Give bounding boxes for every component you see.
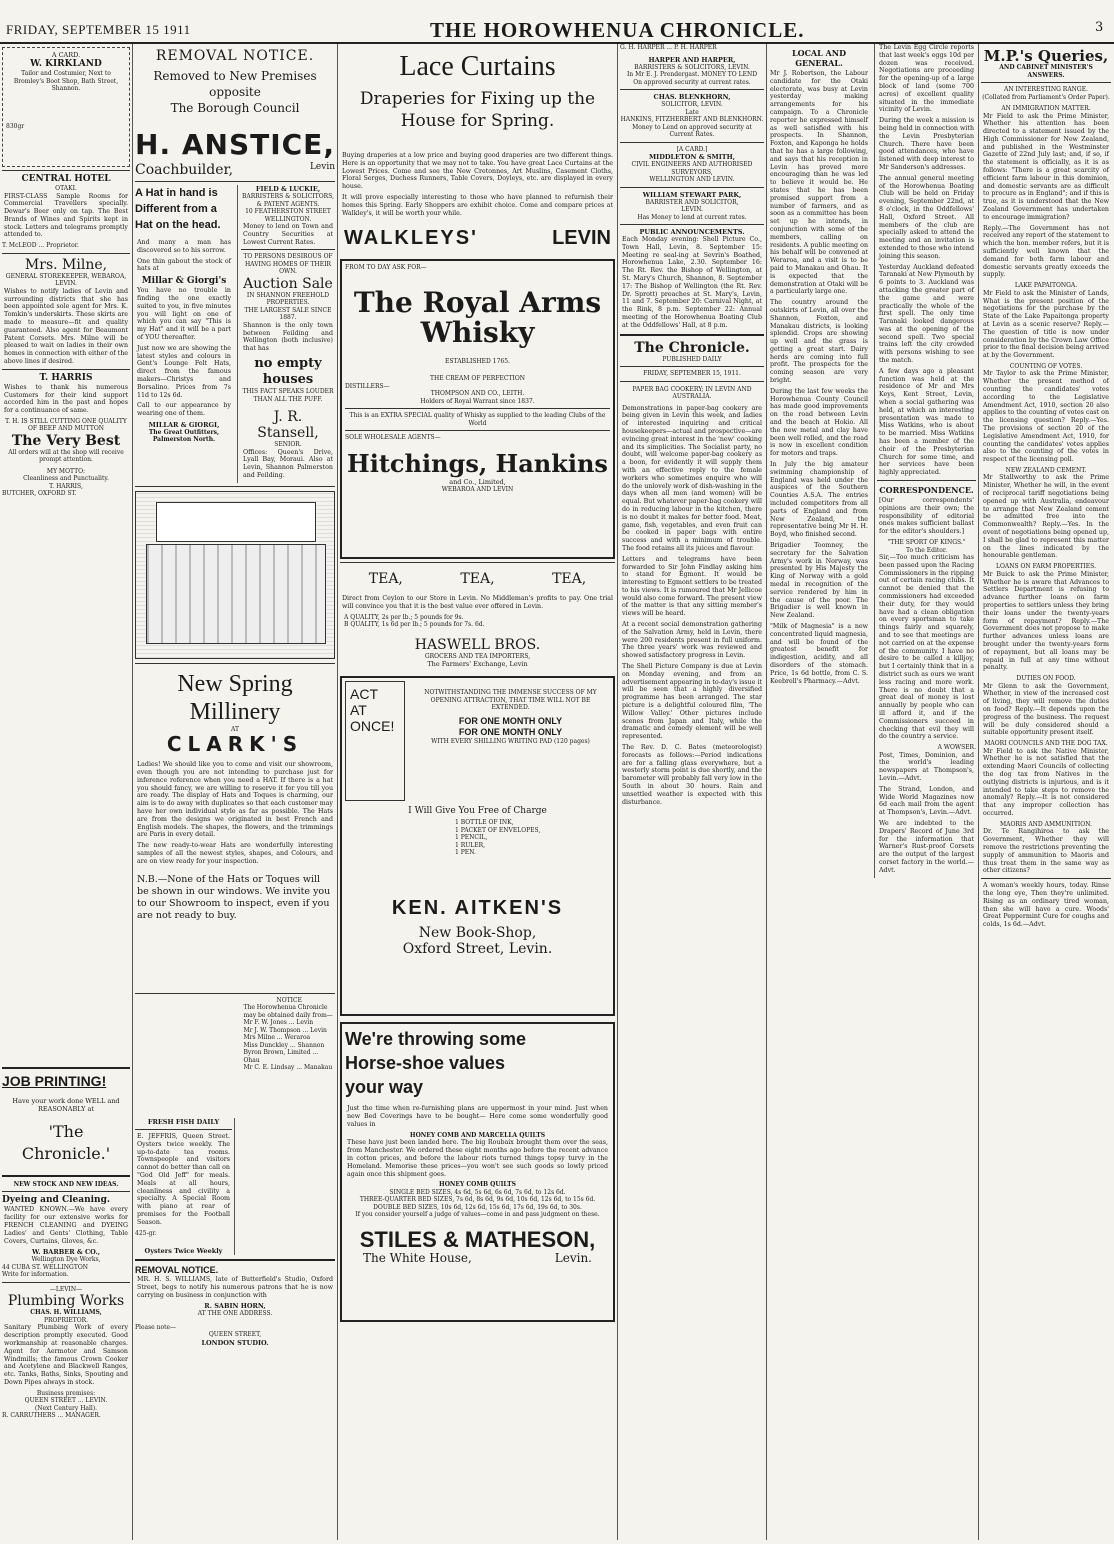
hotel-title: CENTRAL HOTEL [21, 174, 111, 184]
hat-signature: MILLAR & GIORGI, [148, 420, 220, 429]
act-give: I Will Give You Free of Charge [408, 806, 547, 817]
act-at-once [350, 686, 400, 734]
anstice-name: H. ANSTICE, [135, 128, 335, 161]
plumbing-manager: R. CARRUTHERS ... MANAGER. [2, 1412, 101, 1420]
haswell-bros: HASWELL BROS. [414, 636, 541, 653]
chronicle-title: The Chronicle. [634, 339, 750, 356]
lace-body-2: It will prove especially interesting to those who have planned to refurnish their homes this Spring. Early Shoppers are exhibit choice. Come and compare prices at Walkley's, it will be worth your while. [342, 193, 613, 217]
horse-line-3: your way [345, 1077, 424, 1098]
blenkhorn-money: Money to Lend on approved security at Current Rates. [632, 123, 752, 138]
public-announcements-body: Each Monday evening: Shell Picture Co., Town Hall, Levin, 8. September 15: Meeting re seal-ing at Sevrin's Boathed, Horowhenua Lake, 2.30. September 16: The Rt. Rev. the Bishop of Wellington, at St. Mary's Church, Shannon, 8. September 17: The Bishop of Wellington (the Rt. Rev. Dr. Sprott) preaches at St. Mary's, Levin, 11 and 7. September 20: Carnival Night, at the Rink, 8 p.m. September 22: Annual meeting of the Horowhenua Boating Club at the Oddfellows' Hall, at 8 p.m. [622, 236, 762, 329]
agent-6: Mr C. E. Lindsay ... Manakau [243, 1064, 333, 1072]
card-body: Tailor and Costumier, Next to Bromley's Boot Shop, Bath Street, Shannon. [13, 70, 119, 92]
blenkhorn-title: CHAS. BLENKHORN, [653, 93, 731, 101]
anstice-trade: Coachbuilder, [135, 162, 234, 178]
honey2-single: SINGLE BED SIZES, 4s 6d, 5s 6d, 6s 6d, 7s 6d, to 12s 6d. [389, 1188, 566, 1196]
local-body-11: "Milk of Magnesia" is a new concentrated liquid magnesia, and will be found of the greatest benefit for indigestion, acidity, and all disorders of the stomach. Price, 1s 6d bottle, from C. S. Keebrell's Pharmacy.—Advt. [770, 622, 868, 685]
chronicle-published: PUBLISHED DAILY [662, 355, 722, 363]
agents-list [243, 1019, 335, 1072]
millinery-title: New Spring Millinery [177, 670, 293, 725]
auction-largest: THE LARGEST SALE SINCE 1887. [244, 306, 332, 322]
auction-subtitle: IN SHANNON FREEHOLD PROPERTIES. [246, 291, 330, 307]
paperbag-body: Demonstrations in paper-bag cookery are being given in Levin this week, and ladies of interested inquiring and critical housekeepers—actual and prospective—are evincing great interest in the 'new' cooking and its simplicities. The Socialist party, no doubt, will welcome paper-bag cookery as a boon, for evidently it will supply them with an effective reply to the female workers who sometimes enquire who will do the unlovely work of dish-washing in the days when all men (and women) will be equal. But whatever paper-bag cookery will do in reducing labour in the kitchen, there is no doubt it makes for better food. Meat, game, fish, vegetables, and even fruit can be cooked in paper bags with entire success and with a minimum of trouble. The food retains all its juices and flavour. [622, 404, 762, 552]
maori-body: Mr Field to ask the Native Minister, Whether he is not satisfied that the extending Maori Councils of collecting the dog tax from Natives in the outlying districts is injurious, and is it intended to take steps to remove the anomaly? Reply.—It is not considered that any improper collection has occurred. [983, 747, 1109, 818]
fresh-fish-body: E. JEFFRIS, Queen Street. Oysters twice weekly. The up-to-date tea rooms. Townspeople and visitors cannot do better than call on "God Old Jeff" for meals. Meals at all hours, cleanliness and civility a specialty. A Special Room with piano at rear of premises for the Football Season. [137, 1133, 230, 1226]
cabinet-answers: AND CABINET MINISTER'S ANSWERS. [999, 64, 1093, 79]
hat-signature-3: Palmerston North. [152, 436, 216, 444]
harris-address: BUTCHER, OXFORD ST. [2, 490, 77, 498]
plumbing-body: Sanitary Plumbing Work of every description promptly executed. Good workmanship at reasonable charges. Agent for Aermotor and Samson Windmills; the famous Crown Cooker and Acetylene and Blackwell Ranges, etc. Tanks, Baths, Sinks, Spouting and Down Pipes always in stock. [4, 1324, 128, 1386]
newspaper-title: THE HOROWHENUA CHRONICLE. [430, 18, 805, 42]
horse-line-2: Horse-shoe values [345, 1053, 506, 1074]
stansell-name: J. R. Stansell, [257, 409, 319, 442]
to-the-editor: To the Editor. [905, 546, 948, 554]
card-code: 830gr [6, 122, 25, 130]
royal-warrant: Holders of Royal Warrant since 1837. [420, 397, 535, 405]
local-body-3: During the week a mission is being held in connection with the Levin Presbyterian Church. There have been good attendances, who have listened with deep interest to Mr Sanderson's addresses. [879, 117, 974, 171]
new-stock-title: NEW STOCK AND NEW IDEAS. [13, 1180, 119, 1188]
sole-agents: SOLE WHOLESALE AGENTS— [345, 434, 441, 442]
haswell-address: The Farmers' Exchange, Levin [427, 660, 528, 669]
barber-write: Write for information. [2, 1271, 69, 1279]
horse-line-1: We're throwing some [345, 1029, 526, 1050]
harris-orders: All orders will at the shop will receive prompt attention. [8, 448, 124, 464]
agent-3: Mrs Milne ... Weraroa [243, 1034, 311, 1042]
tea-body: Direct from Ceylon to our Store in Levin. No Middleman's profits to pay. One trial will convince you that it is the best value ever offered in Levin. [342, 595, 613, 611]
job-printing-body: Have your work done WELL and REASONABLY at [12, 1096, 120, 1113]
blenkhorn-late: Late [685, 108, 699, 116]
harris-motto-text: Cleanliness and Punctuality. [23, 475, 109, 483]
field-luckie-ad [237, 185, 335, 483]
stewart-town: LEVIN. [681, 206, 703, 213]
counting-body: Mr Taylor to ask the Prime Minister, Whether the present method of counting the candidates' votes according to the Legislative Amendment Act, 1910, section 20 also applies to the counting of votes cast on the licensing question? Reply.—Yes. The provisions of section 20 of the Legislative Amendment Act, 1910, for counting the candidates' votes applies also to the counting of the votes in respect of the licensing poll. [983, 370, 1109, 464]
lace-body: Buying draperies at a low price and buying good draperies are two different things. Here is an opportunity that we may not to take. You have great Lace Curtains at the Lowest Prices. Come and see the New Cretonnes, Art Muslins, Casement Cloths, Floral Serges, Duchess Runners, Table Covers, Doyleys, etc. are displayed in every house. [342, 152, 613, 191]
correspondence-note: [Our correspondents' opinions are their own; the responsibility of editorial ones makes sufficient ballast for the editor's shoulders.] [879, 497, 974, 536]
paperbag-title: PAPER BAG COOKERY; IN LEVIN AND AUSTRALIA. [632, 385, 752, 401]
harris-line: T. H. IS STILL CUTTING ONE QUALITY OF BEEF AND MUTTON [5, 417, 127, 433]
local-body-5: The country around the outskirts of Levin, all over the Shannon, Foxton, and Manakau districts, is looking splendid. Crops are showing up well and the grass is getting a great start. Dairy herds are coming into full profit. The prospects for the coming season are very bright. [770, 299, 868, 385]
sport-of-kings: "THE SPORT OF KINGS." [887, 539, 966, 547]
hotel-signature: T. McLEOD ... Proprietor. [2, 242, 79, 250]
free-item-3: 1 PENCIL, [455, 834, 488, 842]
walkleys-name: WALKLEYS' [344, 227, 478, 250]
honey2-double: DOUBLE BED SIZES, 10s 6d, 12s 6d, 15s 6d, 17s 6d, 19s 6d, to 30s. [373, 1203, 582, 1211]
milne-body: Wishes to notify ladies of Levin and surrounding districts that she has been appointed sole agent for Mrs. K. Tomkin's underskirts. These skirts are made to measure—fit and quality guaranteed. Also agent for Beaumont Patent Corsets. Mrs. Milne will be pleased to wait on ladies in their own homes in connection with either of the above lines if desired. [4, 287, 128, 365]
field-address: 10 FEATHERSTON STREET WELLINGTON. [245, 208, 331, 223]
honey-body: These have just been landed here. The big Roubaix brought them over the seas, from Manchester. We ordered these eight months ago before the recent advance in cotton prices, and before the labour riots turned things topsy turvy in the Homeland. Memorise these prices—you won't see such goods so lowly priced again once this shipment goes. [347, 1139, 608, 1178]
interesting-range: AN INTERESTING RANGE. [1003, 86, 1088, 93]
royal-arms-ad [340, 259, 615, 559]
millar-giorgi-ad [135, 185, 233, 483]
stiles-town: Levin. [554, 1250, 592, 1265]
hat-signature-2: The Great Outfitters, [148, 428, 220, 436]
dyeing-title: Dyeing and Cleaning. [2, 1195, 111, 1206]
one-month-1: FOR ONE MONTH ONLY [458, 715, 563, 726]
stiles-subtitle: The White House, [363, 1250, 472, 1265]
hitchings-subtitle: and Co., Limited, [449, 477, 506, 486]
stewart-subtitle: BARRISTER AND SOLICITOR, [645, 198, 739, 206]
millinery-at: AT [230, 725, 239, 733]
removal-notice-title: REMOVAL NOTICE. [155, 48, 315, 64]
masthead [0, 0, 1114, 44]
tea-word-1: TEA, [368, 571, 403, 588]
cement-body: Mr Stallworthy to ask the Prime Minister, Whether he will, in the event of reciprocal tariff negotiations being opened up with Australia, endeavour to arrange that New Zealand cement be admitted free into the Commonwealth? Reply.—Yes. In the event of negotiations being opened up, I shall be glad to represent this matter on the lines indicated by the honourable gentleman. [983, 474, 1109, 560]
plumbing-premises: Business premises: [36, 1389, 96, 1397]
job-printing-paper: 'The Chronicle.' [21, 1121, 111, 1163]
ammunition-title: MAORIS AND AMMUNITION. [1000, 820, 1092, 828]
fresh-fish-code: 425-gr. [135, 1229, 157, 1237]
milne-subtitle: GENERAL STOREKEEPER, WEBAROA, LEVIN. [5, 272, 127, 288]
ask-for: FROM TO DAY ASK FOR— [345, 264, 427, 272]
clarks-shop-illustration [135, 491, 335, 659]
strand-magazine: The Strand, London, and Wide World Magazines now 6d each mail from the agent at Thompson's, Levin.—Advt. [879, 785, 974, 817]
lace-curtains-title: Lace Curtains [399, 51, 556, 82]
levin-head: —LEVIN— [49, 1285, 83, 1293]
hat-line-1: A Hat in hand is [135, 187, 218, 199]
cream-perfection: THE CREAM OF PERFECTION [430, 375, 525, 383]
plumbing-title: Plumbing Works [7, 1293, 125, 1310]
removal-line-3: The Borough Council [170, 101, 300, 115]
sabin-horn: R. SABIN HORN, [204, 1302, 266, 1311]
whisky-title: Whisky [420, 315, 535, 349]
duties-title: DUTIES ON FOOD. [1016, 675, 1076, 683]
middleton-subtitle: CIVIL ENGINEERS AND AUTHORISED SURVEYORS, [631, 161, 753, 176]
horse-body: Just the time when re-furnishing plans are uppermost in your mind. Just when new Bed Coverings have to be bought— Here come some wonderfully good values in [347, 1105, 608, 1129]
hitchings-address: WEBAROA AND LEVIN [441, 485, 514, 493]
removal-notice-2-title: REMOVAL NOTICE. [135, 1265, 219, 1276]
column-6 [981, 44, 1111, 1540]
duties-body: Mr Glenn to ask the Government, Whether, in view of the increased cost of living, they will remove the duties on food? Reply.—It depends upon the progress of the business. The request will be duly considered should a suitable opportunity present itself. [983, 682, 1109, 737]
stiles-matheson: STILES & MATHESON, [359, 1226, 596, 1252]
honey2-end: If you consider yourself a judge of values—come in and pass judgment on these. [355, 1211, 600, 1219]
hat-body-5: Call to our appearance by wearing one of them. [137, 402, 231, 418]
paperbag-body-5: The Rev. D. C. Bates (meteorologist) forecasts as follows:—Period indications are for a falling glass everywhere, but a westerly storm point is due shortly, and the barometer will probably fall very low in the South in about 30 hours. Rain and unsettled weather is expected with this disturbance. [622, 744, 762, 806]
stansell-body: Offices: Queen's Drive, Lyall Bay, Moraui. Also at Levin, Shannon Palmerston and Feilding. [243, 448, 333, 479]
free-item-4: 1 RULER, [455, 841, 486, 849]
local-body-9: In July the big amateur swimming championship of England was held under the auspices of the Southern Counties A.S.A. The entries included competitors from all parts of England and from New Zealand, the representative being Mr H. H. Boyd, who finished second. [770, 461, 868, 539]
anstice-town: Levin [309, 162, 335, 172]
one-month-2: FOR ONE MONTH ONLY [458, 726, 563, 737]
paperbag-body-2: Letters and telegrams have been forwarded to Sir John Findlay asking him to stand for Egmont. It would be interesting to Egmont settlers to be treated to his views. It is rumoured that Mr Jellicoe would also come forward. The present view of the matter is that any sitting member's views will be heard. [622, 555, 762, 618]
sabin-horn-sub: AT THE ONE ADDRESS. [197, 1310, 273, 1318]
immigration-title: AN IMMIGRATION MATTER. [1001, 105, 1091, 112]
removal-notice-2-body: MR. H. S. WILLIAMS, late of Butterfield's Studio, Oxford Street, begs to notify his numerous patrons that he is now carrying on business in conjunction with [137, 1276, 333, 1299]
blenkhorn-firm: HANKINS, FITZHERBERT AND BLENKHORN. [620, 116, 764, 123]
hat-line-2: Different from a [135, 203, 217, 215]
auction-body: Shannon is the only town between Feilding and Wellington (both inclusive) that has [243, 321, 333, 353]
local-body-1: Mr J. Robertson, the Labour candidate for the Otaki electorate, was busy at Levin yesterday making arrangements for his campaign. To a Chronicle reporter he expressed himself as well satisfied with his prospects. In Shannon, Foxton, and Kaponga he holds that he has a large following, and says that his reception in Levin has proved more encouraging than he was led to believe it would be. He states that he has been promised support from a number of farmers, and as soon as a committee has been set up he intends, in conjunction with some of the members, calling on residents. A public meeting on his behalf will be convened at Weraroa, and a visit is to be paid to Manakau and Ohau. It is expected that the demonstration at Otaki will be a particularly large one. [770, 70, 868, 296]
ammunition-body: Dr. Te Rangihiroa to ask the Government, Whether they will remove the restrictions preventing the supply of ammunition to Maoris and thus treat them in the same way as other citizens? [983, 828, 1109, 875]
harper-subtitle: BARRISTERS & SOLICITORS, LEVIN. [634, 63, 750, 71]
oysters-title: Oysters Twice Weekly [144, 1247, 223, 1256]
no-empty-houses: no empty houses [254, 356, 322, 388]
local-body-7: Yesterday Auckland defeated Taranaki at New Plymouth by 6 points to 3. Auckland was attacking the greater part of the game and were practically the whole of the first spell. The only time Taranaki looked dangerous was at the opening of the second spell. Two special trains left the city crowded with persons wishing to see the match. [879, 263, 974, 365]
millinery-nb: N.B.—None of the Hats or Toques will be shown in our windows. We invite you to our Showroom to inspect, even if you are not ready to buy. [137, 873, 331, 921]
notice-title: NOTICE [276, 996, 302, 1004]
royal-arms-title: The Royal Arms [353, 285, 602, 319]
post-times: Post, Times, Dominion, and the world's leading newspapers at Thompson's, Levin.—Advt. [879, 751, 974, 783]
london-studio: LONDON STUDIO. [201, 1338, 269, 1347]
tea-price-a: A QUALITY, 2s per lb.; 5 pounds for 9s. [344, 613, 464, 621]
plumbing-proprietor: PROPRIETOR. [43, 1316, 89, 1324]
card-title: A CARD. [51, 51, 81, 59]
stewart-title: WILLIAM STEWART PARK, [642, 190, 742, 199]
harper-body: In Mr E. J. Prendergast. MONEY TO LEND [626, 71, 758, 78]
harper-names: G. H. HARPER ... P. H. HARPER [620, 44, 717, 51]
agent-2: Mr J. W. Thompson ... Levin [243, 1026, 327, 1034]
tea-price-b: B QUALITY, 1s 6d per lb.; 5 pounds for 7s. 6d. [344, 621, 485, 629]
walkleys-town: LEVIN [552, 227, 611, 250]
dyeing-body: WANTED KNOWN.—We have every facility for our extensive works for FRENCH CLEANING and DYEING Ladies' and Gents' Clothing, Table Covers, Curtains, Gloves, &c. [4, 1206, 128, 1245]
stansell-senior: SENIOR. [274, 441, 302, 449]
field-subtitle: BARRISTERS & SOLICITORS, & PATENT AGENTS. [241, 193, 334, 208]
column-3 [340, 44, 615, 1540]
field-title: FIELD & LUCKIE, [255, 185, 321, 193]
local-body-6: During the last few weeks the Horowhenua County Council has made good improvements on the road between Levin and the beach at Hokio. All the new metal and clay have been well rolled, and the road is now in excellent condition for motors and traps. [770, 387, 868, 458]
barber-subtitle: Wellington Dye Works, [31, 1256, 101, 1264]
papaitonga-title: LAKE PAPAITONGA. [1014, 282, 1078, 290]
harris-body: Wishes to thank his numerous Customers for their kind support accorded him in the past and hopes for a continuance of same. [4, 383, 128, 415]
hat-body-2: One thin gabout the stock of hats at [137, 257, 231, 273]
free-item-2: 1 PACKET OF ENVELOPES, [455, 826, 541, 834]
ken-address: Oxford Street, Levin. [402, 940, 553, 957]
act-word-2: AT [350, 702, 367, 719]
column-2-lower [135, 1118, 335, 1538]
loans-title: LOANS ON FARM PROPERTIES. [996, 563, 1096, 571]
harris-signature: T. HARRIS, [49, 482, 83, 490]
milne-title: Mrs. Milne, [24, 256, 108, 273]
hat-body-3: You have no trouble in finding the one exactly suited to you, in five minutes you will light on one of which you can say "This is my Hat" and it will be a part of YOU thereafter. [137, 287, 231, 341]
papaitonga-body: Mr Field to ask the Minister of Lands, What is the present position of the negotiations for the purchase by the State of the Lake Papaitonga property at Levin as a scenic reserve? Reply.—The question of title is now under consideration by the Crown Law Office prior to the final decision being arrived at by the Government. [983, 289, 1109, 360]
notice-body: The Horowhenua Chronicle may be obtained daily from— [243, 1004, 333, 1019]
plumbing-street: QUEEN STREET ... LEVIN. [24, 1397, 108, 1405]
clarks-banner: CLARK'S [166, 732, 304, 757]
page-number: 3 [1095, 20, 1104, 35]
free-items [345, 819, 610, 857]
harris-motto: MY MOTTO: [46, 467, 86, 475]
maori-title: MAORI COUNCILS AND THE DOG TAX. [984, 740, 1108, 748]
hotel-town: OTAKI. [55, 185, 77, 192]
peppermint-cure: A woman's weekly hours, today. Rinse the long eye, Then they're unlimited. Rising as an ordinary tired woman, then she will have a cure. Woods' Great Peppermint Cure for coughs and colds, 1s 6d.—Advt. [983, 882, 1109, 929]
public-announcements-title: PUBLIC ANNOUNCEMENTS. [639, 228, 745, 236]
aitken-ad [340, 676, 615, 1016]
issue-date: FRIDAY, SEPTEMBER 15 1911 [6, 22, 191, 37]
tea-word-3: TEA, [552, 571, 587, 588]
middleton-address: WELLINGTON AND LEVIN. [649, 176, 735, 183]
barber-address: 44 CUBA ST. WELLINGTON [2, 1263, 88, 1271]
local-general-title: LOCAL AND GENERAL. [791, 48, 847, 68]
removal-line-2: opposite [209, 85, 261, 99]
hitchings-hankins: Hitchings, Hankins [347, 448, 608, 478]
auction-title: Auction Sale [243, 275, 333, 292]
plumbing-next: (Next Century Hall). [34, 1404, 98, 1412]
hat-body-1: And many a man has discovered so to his sorrow. [137, 239, 231, 254]
agent-1: Mr F. W. Jones ... Levin [243, 1019, 314, 1027]
agent-5: Byron Brown, Limited ... Ohau [243, 1049, 319, 1064]
agent-4: Miss Dunckley ... Shannon [243, 1041, 325, 1049]
kirkland-card [2, 47, 130, 167]
harris-title: T. HARRIS [39, 372, 93, 383]
drapers-record: We are indebted to the Drapers' Record of June 3rd for the information that Warner's Rust-proof Corsets are the output of the largest corset factory in the world.—Advt. [879, 820, 974, 874]
harris-very-best: The Very Best [11, 432, 121, 449]
sport-signature: A WOWSER. [937, 744, 976, 752]
stiles-ad [340, 1022, 615, 1322]
loans-body: Mr Buick to ask the Prime Minister, Whether he is aware that Advances to Settlers Department is refusing to advance further loans on farm properties to settlers unless they bring their loans under the twenty-years form of repayment? Reply.—The Government does not propose to make further advances unless loans are brought under the twenty-years form of repayment, but all loans may be repaid in full at any time without penalty. [983, 570, 1109, 672]
established: ESTABLISHED 1765. [445, 357, 510, 365]
lace-subtitle-1: Draperies for Fixing up the [359, 89, 596, 109]
millinery-body-2: The new ready-to-wear Hats are wonderfully interesting samples of all the newest styles, shapes, and Colours, and are on view ready for your inspection. [137, 842, 333, 865]
free-item-5: 1 PEN. [455, 849, 476, 857]
middleton-title: MIDDLETON & SMITH, [648, 153, 736, 161]
auction-fact: THIS FACT SPEAKS LOUDER THAN ALL THE PUFF. [242, 388, 334, 403]
card-name: W. KIRKLAND [30, 59, 102, 69]
ken-subtitle: New Book-Shop, [418, 924, 537, 941]
act-body: NOTWITHSTANDING THE IMMENSE SUCCESS OF MY OPENING ATTRACTION, THAT TIME WILL NOT BE EXTENDED. [424, 689, 597, 712]
hat-body-4: Just now we are showing the latest styles and colours in Gent's Lounge Felt Hats, direct from the famous makers—Christys and Borsalino. Prices from 7s 11d to 12s 6d. [137, 344, 231, 399]
local-body-8: A few days ago a pleasant function was held at the residence of Mr and Mrs Keys, Kent Street, Levin, when a social gathering was held, at which an interesting presentation was made to Miss Watkins, who is about to be married. Miss Watkins has been a member of the choir of the Presbyterian Church for some time, and her services have been highly appreciated. [879, 367, 974, 477]
ken-aitken: KEN. AITKEN'S [391, 896, 564, 919]
honey2-three: THREE-QUARTER BED SIZES, 7s 6d, 8s 6d, 9s 6d, 10s 6d, 12s 6d, to 15s 6d. [359, 1196, 596, 1204]
act-with: WITH EVERY SHILLING WRITING PAD (120 pages) [431, 737, 590, 745]
tea-word-2: TEA, [460, 571, 495, 588]
barber-title: W. BARBER & CO., [32, 1248, 100, 1257]
harper-body-2: On approved security at current rates. [633, 78, 751, 86]
hat-shop: Millar & Giorgi's [141, 276, 227, 287]
blenkhorn-subtitle: SOLICITOR, LEVIN. [661, 101, 723, 108]
fresh-fish-title: FRESH FISH DAILY [147, 1118, 220, 1126]
immigration-body: Mr Field to ask the Prime Minister, Whether his attention has been directed to a statement issued by the High Commissioner for New Zealand, and published in the Westminster Gazette of 22nd July last; and, if so, if the statement is officially, as it is as follows: "There is a great scarcity of efficient farm labour in this dominion, and domestic servants are as difficult to procure as in England"; and if this is true, as it is understood that the New Zealand Government has undertaken to encourage immigration? [983, 112, 1109, 221]
job-printing-title: JOB PRINTING! [2, 1072, 107, 1089]
haswell-subtitle: GROCERS AND TEA IMPORTERS, [424, 652, 531, 660]
millinery-body: Ladies! We should like you to come and visit our showroom, even though you are not intending to purchase just for inference reference when you need a HAT. If there is a hat you should fancy, we are willing to reserve it for you till you are ready. The display of Hats and Toques is charming, our aim is to do away with duplicates so that each customer may have her own individual style as far as possible. The Hats are from the designs we originated in best French and English models. The shapes, the flowers, and the trimmings are Paris in every detail. [137, 761, 333, 839]
queen-street: QUEEN STREET, [208, 1331, 262, 1339]
hotel-body: FIRST-CLASS Sample Rooms for Commercial Travellers specially. Dewar's Beer only on tap. The Best Brands of Wines and Spirits kept in stock. Letters and telegrams promptly attended to. [4, 192, 128, 239]
lace-subtitle-2: House for Spring. [400, 111, 555, 131]
thompson-leith: THOMPSON AND CO., LEITH. [430, 390, 525, 398]
please-note: Please note— [135, 1323, 177, 1331]
harper-title: HARPER AND HARPER, [648, 55, 736, 64]
local-body-4: The annual general meeting of the Horowhenua Boating Club will be held on Friday evening, September 22nd, at 8 o'clock, in the Oddfellows' Hall, Oxford Street. All members of the club are specially asked to attend the meeting and an invitation is extended to those who intend joining this season. [879, 174, 974, 260]
correspondence-title: CORRESPONDENCE. [879, 485, 974, 496]
free-item-1: 1 BOTTLE OF INK, [455, 819, 514, 827]
immigration-reply: Reply.—The Government has not received any report of the statement to which the hon. member refers, but it is sufficiently well known that the demand for both farm labour and domestic servants greatly exceeds the supply. [983, 224, 1109, 279]
middleton-card: [A CARD.] [676, 145, 708, 153]
removal-line-1: Removed to New Premises [153, 69, 317, 83]
paperbag-body-3: At a recent social demonstration gathering of the Salvation Army, held in Levin, there were 200 residents present in full uniform. The three years' work was reviewed and showed satisfactory progress in Levin. [622, 621, 762, 660]
column-1 [2, 44, 130, 1540]
paperbag-body-4: The Shell Picture Company is due at Levin on Monday evening, and from an advertisement appearing in to-day's issue it will be seen that a highly diversified programme has been arranged. The star picture is a delightful coloured film, 'The Willow Valley.' Other pictures include scenes from Japan and Italy, while the dramatic and comedy element will be well represented. [622, 663, 762, 741]
prospective-owners: TO PERSONS DESIROUS OF HAVING HOMES OF THEIR OWN. [243, 253, 333, 276]
sport-body: Sir,—Too much criticism has been passed upon the Racing Commissioners in the ripping out of certain racing clubs. It cannot be denied that the commissioners had exceeded their duty, for they would have had a clean obligation on every sportsman to take things fairly and squarely, and to see that meetings are not carried on at the expense of the community. I have no desire to be called a killjoy, but I certainly think that in a district such as ours we want less racing and more work. There is no doubt that a great deal of money is lost annually by people who can ill afford it, and if the Commissioners succeed in checking that evil they will do the country a service. [879, 554, 974, 741]
chronicle-date: FRIDAY, SEPTEMBER 15, 1911. [643, 370, 741, 378]
distillers: DISTILLERS— [345, 382, 390, 390]
extra-special: This is an EXTRA SPECIAL quality of Whisky as supplied to the leading Clubs of the World [349, 412, 606, 427]
mp-queries-title: M.P.'s Queries, [983, 47, 1109, 65]
honey-title: HONEY COMB AND MARCELLA QUILTS [409, 1131, 546, 1139]
act-word-1: ACT [350, 686, 378, 703]
act-word-3: ONCE! [350, 718, 395, 735]
tea-row [340, 571, 615, 587]
column-5 [768, 44, 976, 1540]
local-body-10: Brigadier Toomney, the secretary for the Salvation Army's work in Norway, was presented by His Majesty the King of Norway with a gold medal in recognition of the service rendered by him in the cause of the poor. The Brigadier is well known in New Zealand. [770, 542, 868, 620]
counting-title: COUNTING OF VOTES. [1009, 362, 1083, 370]
collated: (Collated from Parliament's Order Paper). [982, 93, 1110, 101]
hat-line-3: Hat on the head. [135, 219, 221, 231]
field-body: Money to lend on Town and Country Securities at Lowest Current Rates. [243, 223, 333, 246]
cement-title: NEW ZEALAND CEMENT. [1005, 466, 1087, 474]
plumbing-name: CHAS. H. WILLIAMS, [30, 1309, 102, 1317]
column-4 [620, 44, 764, 1540]
local-body-2: The Levin Egg Circle reports that last week's eggs 10d per dozen was received. Negotiations are proceeding for the opening-up of a large block of land (some 700 acres) of excellent quality situated in the immediate vicinity of Levin. [879, 44, 974, 114]
stewart-money: Has Money to lend at current rates. [637, 213, 747, 221]
honey2-title: HONEY COMB QUILTS [439, 1181, 516, 1189]
